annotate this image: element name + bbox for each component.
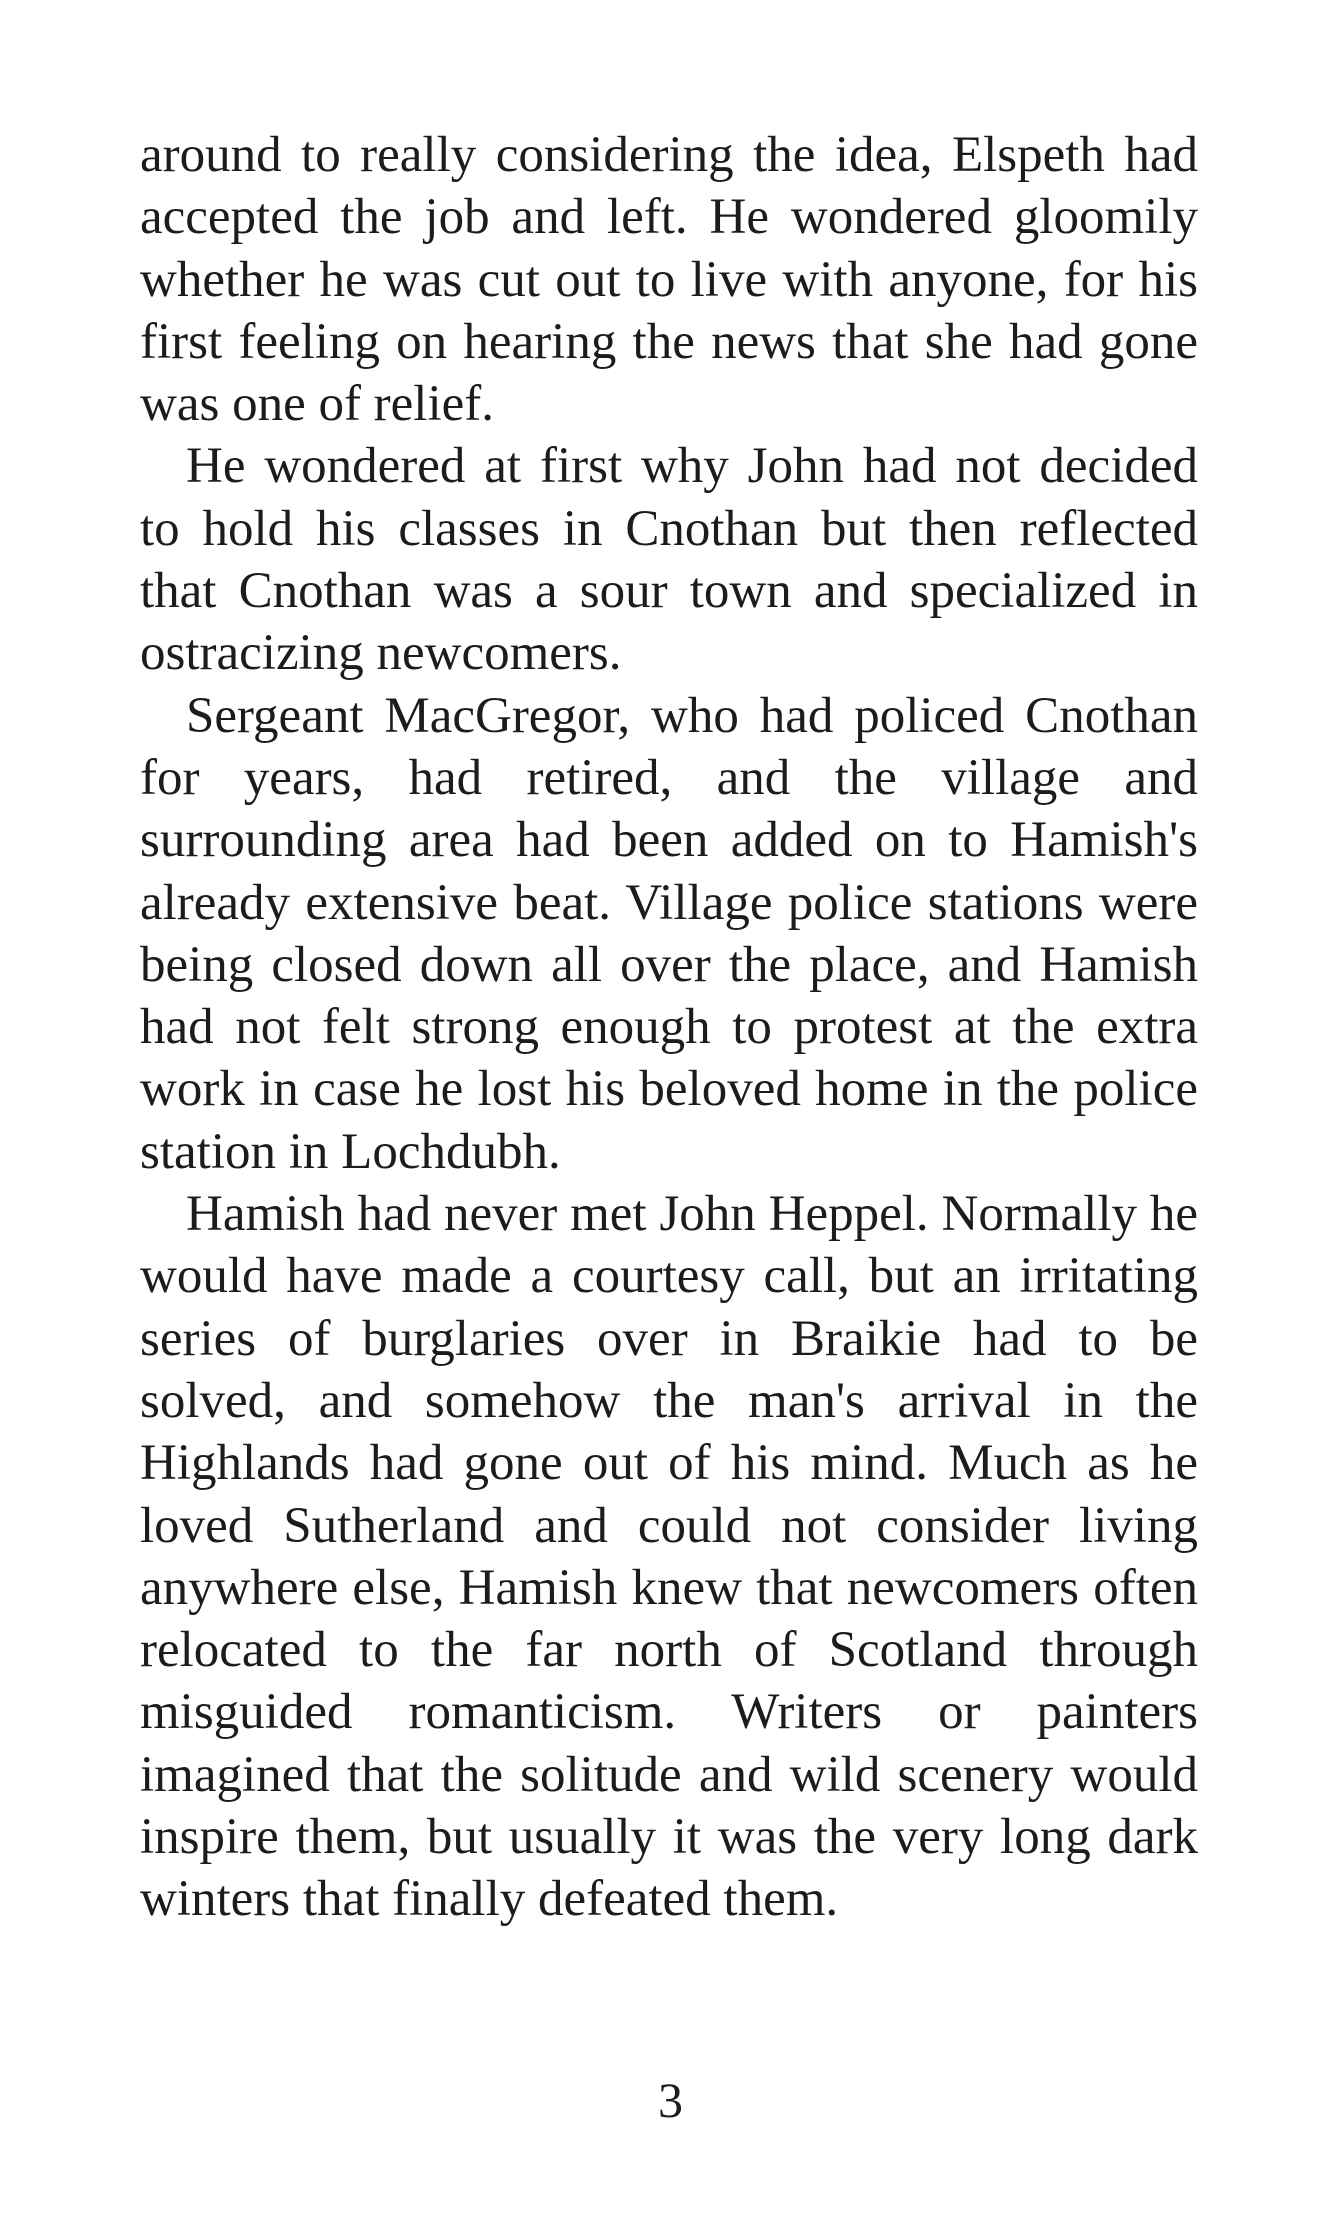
body-text [140, 124, 1198, 1931]
page-number: 3 [658, 2072, 683, 2128]
paragraph: He wondered at first why John had not decided to hold his classes in Cnothan but then reflected that Cnothan was a sour town and specialized in ostracizing newcomers. [140, 438, 1198, 682]
paragraph: Sergeant MacGregor, who had policed Cnothan for years, had retired, and the village and surrounding area had been added on to Hamish's already extensive beat. Village police stations were being closed down all over the place, and Hamish had not felt strong enough to protest at the extra work in case he lost his beloved home in the police station in Lochdubh. [140, 687, 1198, 1180]
paragraph: Hamish had never met John Heppel. Normally he would have made a courtesy call, but an irritating series of burglaries over in Braikie had to be solved, and somehow the man's arrival in the Highlands had gone out of his mind. Much as he loved Sutherland and could not consider living anywhere else, Hamish knew that newcomers often relocated to the far north of Scotland through misguided romanticism. Writers or painters imagined that the solitude and wild scenery would inspire them, but usually it was the very long dark winters that finally defeated them. [140, 1186, 1198, 1928]
paragraph-continued: around to really considering the idea, Elspeth had accepted the job and left. He wondered gloomily whether he was cut out to live with anyone, for his first feeling on hearing the news that she had gone was one of relief. [140, 127, 1198, 433]
